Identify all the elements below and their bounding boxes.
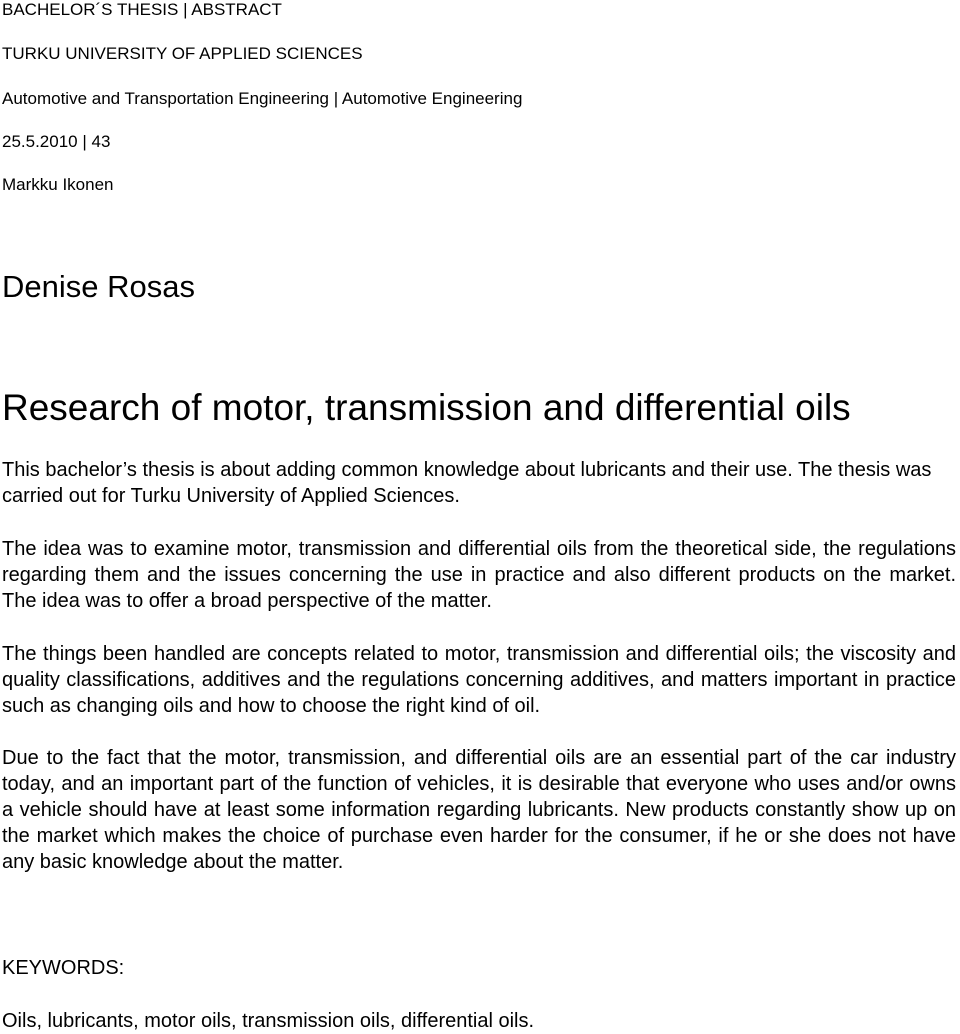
date-pages-line: 25.5.2010 | 43 [2,132,111,151]
abstract-paragraph-3: The things been handled are concepts related to motor, transmission and differential oils; the viscosity and quality classifications, additives and the regulations concerning additives, and matters important in practice such as changing oils and how to choose the right kind of oil. [2,643,956,717]
abstract-paragraph-1: This bachelor’s thesis is about adding common knowledge about lubricants and their use. The thesis was carried out for Turku University of Applied Sciences. [2,459,932,507]
supervisor-line: Markku Ikonen [2,175,114,194]
degree-program-line: Automotive and Transportation Engineering | Automotive Engineering [2,89,523,108]
author-name: Denise Rosas [2,269,195,304]
thesis-title: Research of motor, transmission and differential oils [2,387,851,428]
document-type-line: BACHELOR´S THESIS | ABSTRACT [2,0,282,19]
abstract-paragraph-2: The idea was to examine motor, transmission and differential oils from the theoretical side, the regulations regarding them and the issues concerning the use in practice and also different products on the market. The idea was to offer a broad perspective of the matter. [2,538,956,612]
keywords-heading: KEYWORDS: [2,957,125,979]
university-line: TURKU UNIVERSITY OF APPLIED SCIENCES [2,44,363,63]
abstract-paragraph-4: Due to the fact that the motor, transmission, and differential oils are an essential part of the car industry today, and an important part of the function of vehicles, it is desirable that everyone who uses and/or owns a vehicle should have at least some information regarding lubricants. New products constantly show up on the market which makes the choice of purchase even harder for the consumer, if he or she does not have any basic knowledge about the matter. [2,747,956,873]
keywords-list: Oils, lubricants, motor oils, transmission oils, differential oils. [2,1010,535,1032]
